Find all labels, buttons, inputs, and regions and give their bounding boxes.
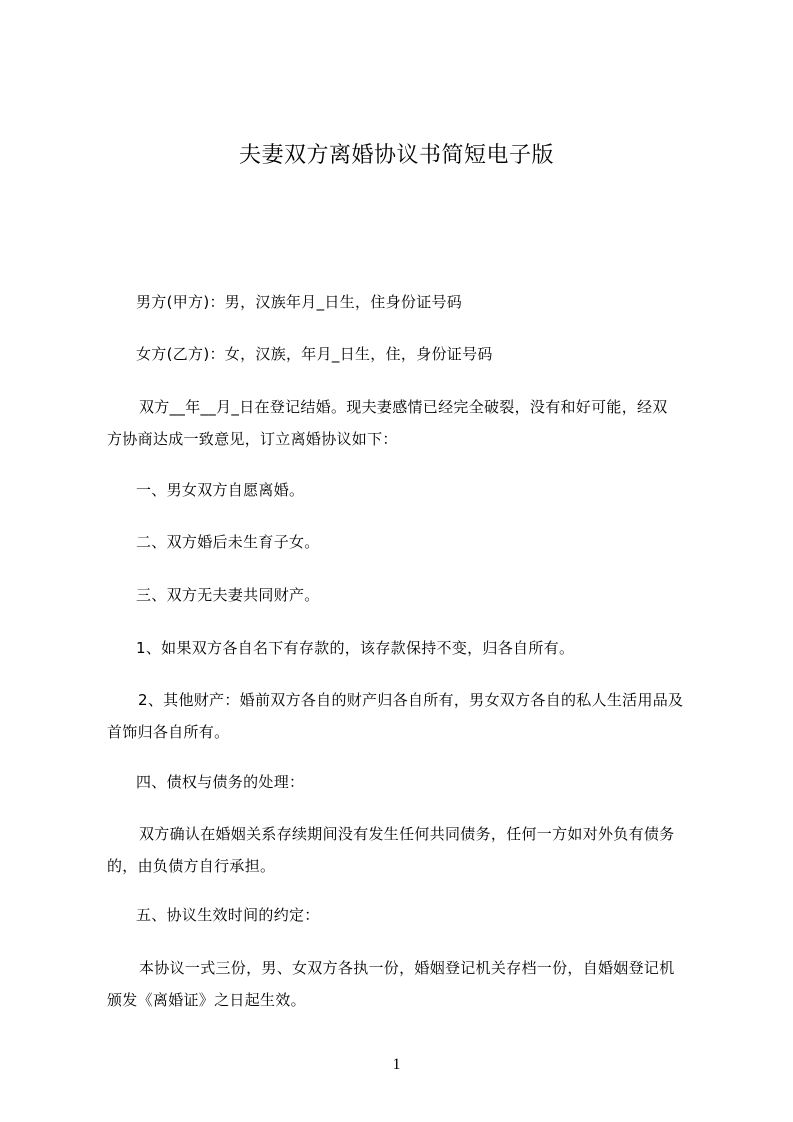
document-title: 夫妻双方离婚协议书简短电子版: [238, 143, 554, 168]
paragraph-husband-info: [107, 286, 707, 318]
paragraph-line: 三、双方无夫妻共同财产。: [136, 586, 320, 604]
paragraph-line: 五、协议生效时间的约定：: [136, 906, 320, 924]
clause-four: [107, 766, 707, 798]
clause-five: [107, 899, 707, 931]
paragraph-line: 本协议一式三份，男、女双方各执一份，婚姻登记机关存档一份，自婚姻登记机: [139, 959, 675, 977]
paragraph-line: 1、如果双方各自名下有存款的，该存款保持不变，归各自所有。: [136, 639, 575, 657]
clause-two: [107, 526, 707, 558]
clause-one: [107, 474, 707, 506]
paragraph-line: 女方(乙方)：女，汉族，年月_日生，住，身份证号码: [136, 345, 493, 363]
clause-five-detail: [107, 952, 707, 1016]
paragraph-line: 双方确认在婚姻关系存续期间没有发生任何共同债务，任何一方如对外负有债务: [139, 825, 675, 843]
paragraph-line: 一、男女双方自愿离婚。: [136, 481, 305, 499]
paragraph-line: 的，由负债方自行承担。: [107, 857, 276, 875]
paragraph-line: 首饰归各自所有。: [107, 723, 230, 741]
clause-three-item-2: [107, 684, 707, 748]
paragraph-line: 2、其他财产：婚前双方各自的财产归各自所有，男女双方各自的私人生活用品及: [138, 691, 684, 709]
paragraph-marriage-statement: [107, 391, 707, 455]
paragraph-line: 方协商达成一致意见，订立离婚协议如下：: [107, 430, 398, 448]
paragraph-line: 二、双方婚后未生育子女。: [136, 533, 320, 551]
paragraph-line: 男方(甲方)：男，汉族年月_日生，住身份证号码: [136, 293, 463, 311]
clause-four-detail: [107, 818, 707, 882]
paragraph-line: 颁发《离婚证》之日起生效。: [107, 991, 306, 1009]
page-number: 1: [392, 1056, 401, 1073]
clause-three-item-1: [107, 632, 707, 664]
paragraph-line: 双方__年__月_日在登记结婚。现夫妻感情已经完全破裂，没有和好可能，经双: [139, 398, 668, 416]
clause-three: [107, 579, 707, 611]
paragraph-line: 四、债权与债务的处理：: [136, 773, 305, 791]
paragraph-wife-info: [107, 338, 707, 370]
